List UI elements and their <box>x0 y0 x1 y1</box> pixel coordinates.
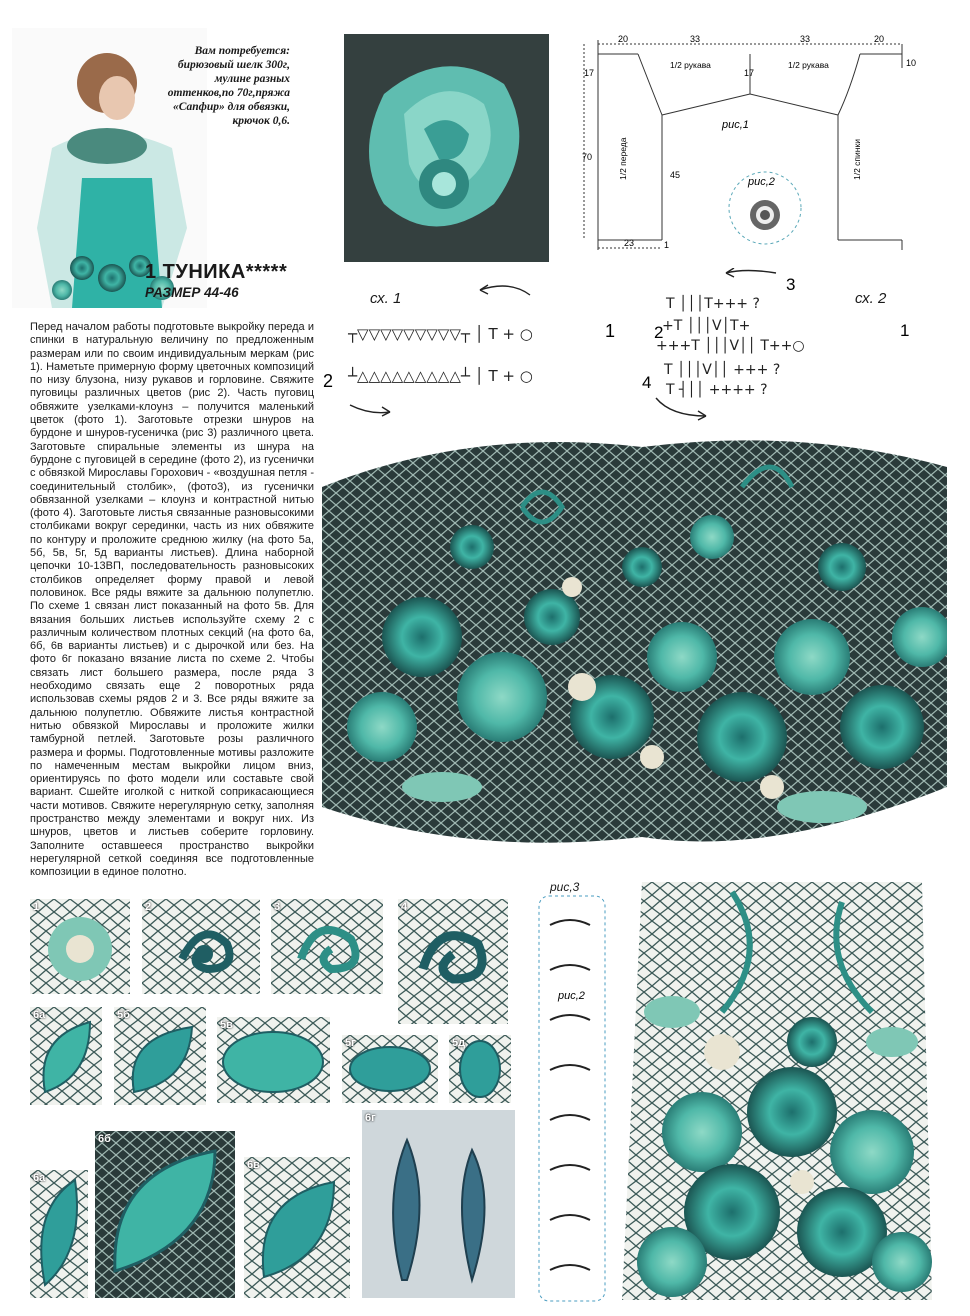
back-label: 1/2 спинки <box>852 139 862 180</box>
fabric-side-photo <box>612 882 944 1300</box>
photo-6a-number: 6а <box>33 1172 46 1184</box>
dim-33-left: 33 <box>690 34 701 44</box>
scheme2-row2: 2 <box>654 323 664 342</box>
fig3-label: рис,3 <box>550 880 580 894</box>
fabric-main-photo <box>322 427 947 865</box>
photo-5v <box>217 1017 330 1103</box>
scheme1-label: сх. 1 <box>370 290 402 307</box>
svg-text:T │││T+++ ?: T │││T+++ ? <box>666 296 760 312</box>
svg-text:┴△△△△△△△△△┴ │ T + ○: ┴△△△△△△△△△┴ │ T + ○ <box>348 367 533 385</box>
photo-4 <box>398 899 508 1024</box>
scheme2-diagram <box>636 268 936 423</box>
photo-5b-number: 5б <box>117 1009 130 1021</box>
photo-6b <box>95 1131 235 1298</box>
photo-5d <box>449 1035 511 1103</box>
photo-2-number: 2 <box>145 901 152 913</box>
scheme2-label: сх. 2 <box>855 290 887 307</box>
photo-6v <box>244 1157 350 1298</box>
dim-17-left: 17 <box>584 68 595 78</box>
instructions-text: Перед началом работы подготовьте выкройку переда и спинки в натуральную величину по предложенным размерам или по своим индивидуальным меркам (рис 1). Наметьте примерную форму цветочных композиций по низу блузона, низу рукавов и горловине. Свяжите пуговицы различных цветов (рис 2). Часть пуговиц обвяжите узелками-клоунз – получится маленький цветок (фото 1). Заготовьте отрезки шнуров на бурдоне и шнуров-гусеничка (рис 3) различного цвета. Заготовьте спиральные элементы из шнура на бурдоне с пуговицей в середине (фото 2), из гусенички с обвязкой Мирославы Горохович - «воздушная петля - соединительный столбик», (фото3), из гусенички обвязанной узелками – клоунз и контрастной нитью (фото 4). Заготовьте листья связанные разновысокими столбиками вокруг серединки, часть из них обвяжите по контуру и проложите среднюю жилку (на фото 5а, 5б, 5в, 5г, 5д варианты листьев). Длина наборной цепочки 10-13ВП, последовательность разновысоких столбиков определяет форму правой и левой половинок. Все ряды вяжите за дальнюю полупетлю. По схеме 1 связан лист показанный на фото 5в. Для вязания больших листьев используйте схему 2 с различным количеством плотных секций (на фото 6а, 6б, 6в варианты листьев) и с дырочкой или без. На фото 6г показано вязание листа по схеме 2. Чтобы связать лист большего размера, после ряда 3 необходимо связать еще 2 поворотных ряда использовав схемы рядов 2 и 3. Все ряды вяжите за дальнюю полупетлю. Обвяжите листья контрастной нитью обвязкой Мирославы и проложите жилки тамбурной петлей. Заготовьте розы различного размера и формы. Подготовленные мотивы разложите по намеченным местам выкройки лицом вниз, ориентируясь по фото модели или составьте свой вариант. Сшейте иголкой с ниткой соприкасающиеся части мотивов. Свяжите нерегулярную сетку, заполняя пространство между элементами и вокруг них. Из шнуров, цветов и листьев соберите горловину. Заполните оставшееся пространство выкройки нерегулярной сеткой соединяя все подготовленные композиции в единое полотно. <box>30 321 314 879</box>
photo-6b-number: 6б <box>98 1133 111 1145</box>
scheme2-row3: 3 <box>786 275 796 294</box>
article-title <box>145 261 310 306</box>
svg-text:┬▽▽▽▽▽▽▽▽▽┬ │ T + ○: ┬▽▽▽▽▽▽▽▽▽┬ │ T + ○ <box>348 325 533 343</box>
photo-3 <box>271 899 383 994</box>
size-label: РАЗМЕР 44-46 <box>145 285 239 300</box>
dim-10: 10 <box>906 58 917 68</box>
photo-1-number: 1 <box>33 901 40 913</box>
scheme2-row1: 1 <box>900 321 910 340</box>
svg-text:T ┤││ ++++ ?: T ┤││ ++++ ? <box>666 382 768 398</box>
photo-5v-number: 5в <box>220 1019 233 1031</box>
sleeve-left-label: 1/2 рукава <box>670 60 711 70</box>
photo-5g-number: 5г <box>345 1037 356 1049</box>
sleeve-right-label: 1/2 рукава <box>788 60 829 70</box>
fig1-label: рис,1 <box>722 119 749 131</box>
requirements-text: Вам потребуется: бирюзовый шелк 300г, мулине разных оттенков,по 70г,пряжа «Сапфир» для обвязки, крючок 0,6. <box>167 45 290 127</box>
photo-2 <box>142 899 260 994</box>
dim-70: 70 <box>582 152 593 162</box>
dim-17-mid: 17 <box>744 68 755 78</box>
photo-6g <box>362 1110 515 1298</box>
photo-6v-number: 6в <box>247 1159 260 1171</box>
photo-5a <box>30 1007 102 1105</box>
photo-1 <box>30 899 130 994</box>
svg-text:T │││V││ +++ ?: T │││V││ +++ ? <box>664 362 781 378</box>
fig3-diagram <box>538 895 608 1303</box>
scheme2-row4: 4 <box>642 373 652 392</box>
tunic-title: 1 ТУНИКА***** <box>145 261 288 283</box>
scheme1-row2: 2 <box>323 371 334 391</box>
front-label: 1/2 переда <box>618 137 628 180</box>
svg-text:+T │││V│T+: +T │││V│T+ <box>662 318 751 334</box>
photo-4-number: 4 <box>401 901 408 913</box>
scheme1-diagram <box>320 275 620 420</box>
photo-5g <box>342 1035 438 1103</box>
photo-5d-number: 5д <box>452 1037 466 1049</box>
scheme1-row1: 1 <box>605 321 616 341</box>
photo-6a <box>30 1170 88 1298</box>
dim-20-left: 20 <box>618 34 629 44</box>
dim-1: 1 <box>664 240 670 250</box>
pattern-diagram <box>570 30 920 255</box>
photo-3-number: 3 <box>274 901 281 913</box>
dim-33-right: 33 <box>800 34 811 44</box>
dim-20-right: 20 <box>874 34 885 44</box>
dim-23: 23 <box>624 238 635 248</box>
photo-6g-number: 6г <box>365 1112 376 1124</box>
fig3-sub-label: рис,2 <box>558 990 585 1002</box>
fig2-label: рис,2 <box>748 176 775 188</box>
svg-text:+++T │││V││ T++○: +++T │││V││ T++○ <box>656 338 805 354</box>
flower-photo <box>344 34 549 262</box>
photo-5a-number: 6а <box>33 1009 46 1021</box>
dim-45: 45 <box>670 170 681 180</box>
photo-5b <box>114 1007 206 1105</box>
